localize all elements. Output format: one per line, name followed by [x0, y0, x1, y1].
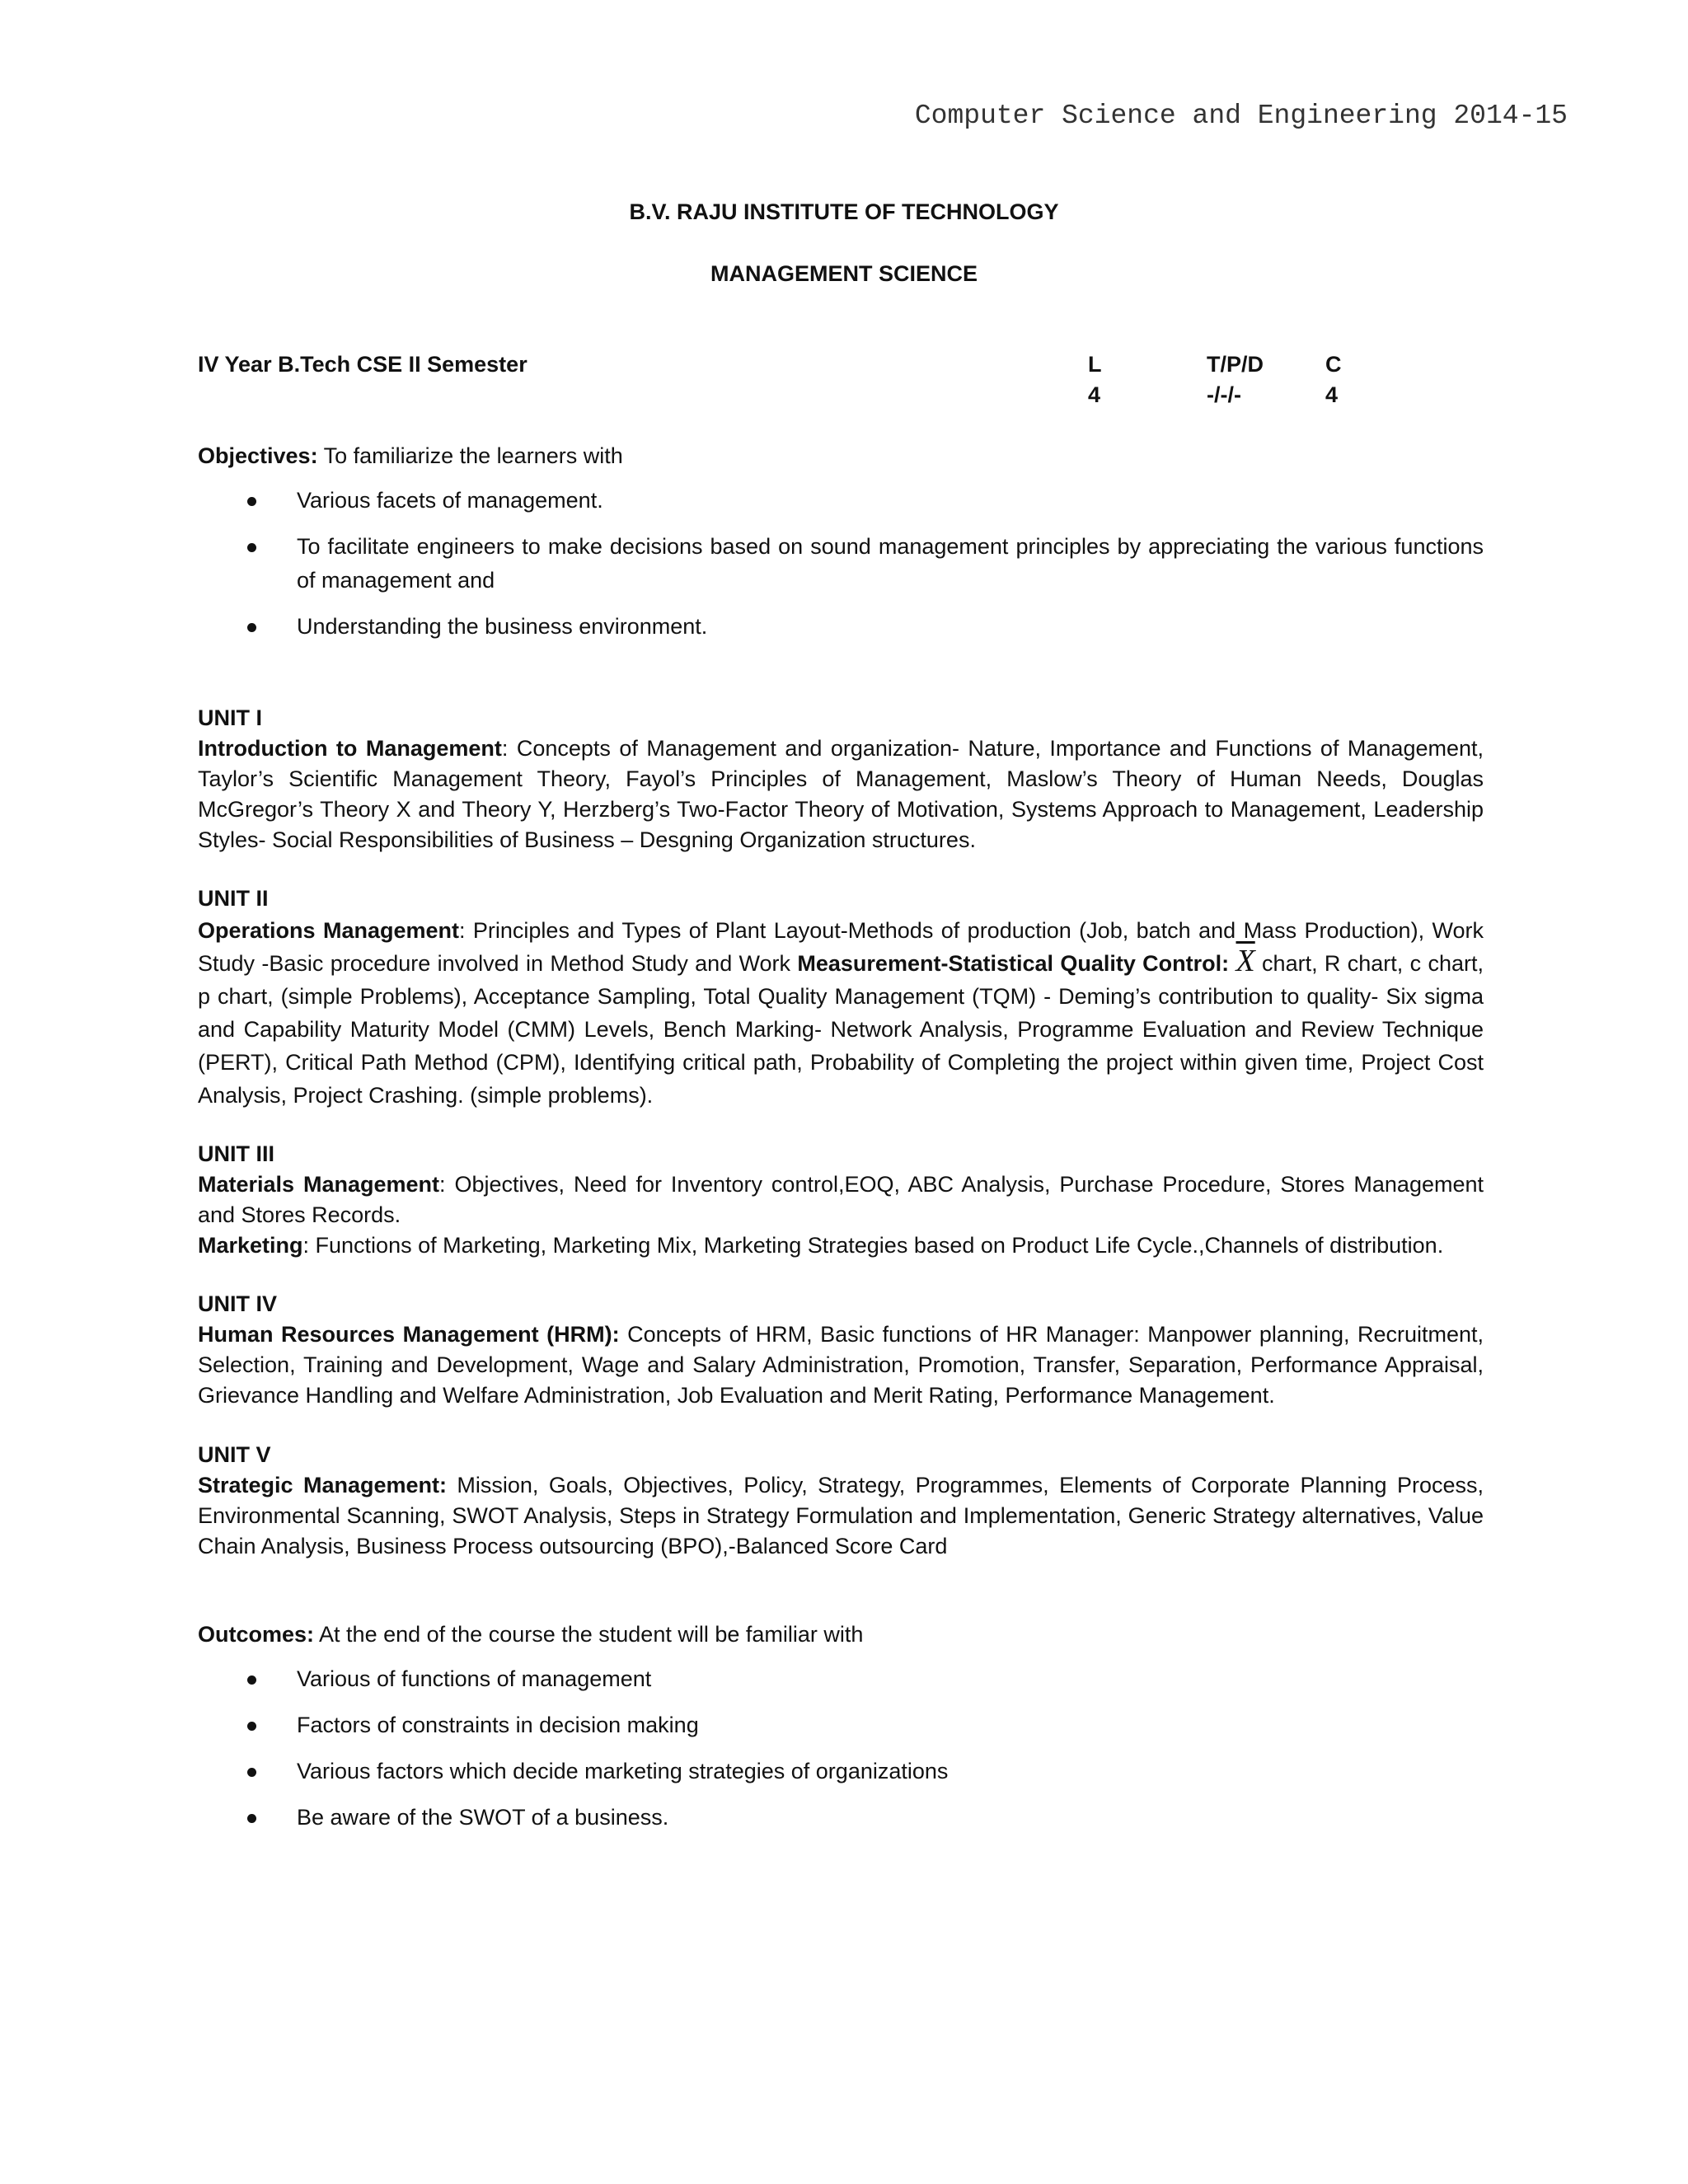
unit-body-2 — [198, 1230, 1484, 1261]
credits-c-head: C — [1325, 352, 1342, 377]
credits-tpd-value: -/-/- — [1207, 382, 1241, 407]
list-item-text: Understanding the business environment. — [297, 614, 708, 639]
outcomes-label: Outcomes: — [198, 1622, 315, 1647]
bullet-icon — [247, 1768, 256, 1777]
unit-heading-2: Marketing — [198, 1233, 303, 1258]
list-item-text: Various of functions of management — [297, 1666, 652, 1691]
unit-heading: Operations Management — [198, 918, 459, 943]
unit-title: UNIT IV — [198, 1291, 278, 1316]
unit-text-continued: chart, R chart, c chart, p chart, (simple Problems), Acceptance Sampling, Total Quality Management (TQM) - Deming’s contribution to quality- Six sigma and Capability Maturity Model (CMM) Levels, Bench Marking- Network Analysis, Programme Evaluation and Review Technique (PERT), Critical Path Method (CPM), Identifying critical path, Probability of Completing the project within given time, Project Cost Analysis, Project Crashing. (simple problems). — [198, 951, 1484, 1108]
list-item — [297, 1662, 1484, 1696]
unit-text: : Principles and Types of Plant Layout-Methods of production (Job, batch and Mass Production), Work Study -Basic procedure involved in Method Study and Work — [198, 918, 1484, 976]
objectives-label: Objectives: — [198, 443, 318, 468]
unit-title: UNIT V — [198, 1442, 271, 1467]
unit-title: UNIT II — [198, 886, 269, 911]
objectives-list — [198, 484, 1484, 644]
list-item-text: To facilitate engineers to make decisions based on sound management principles by appreciating the various functions of management and — [297, 534, 1484, 593]
list-item — [297, 1801, 1484, 1835]
objectives-intro-text: To familiarize the learners with — [317, 443, 623, 468]
bullet-icon — [247, 623, 256, 632]
unit-2-section — [198, 883, 1484, 1112]
bullet-icon — [247, 1722, 256, 1731]
objectives-section — [198, 441, 1484, 656]
credits-tpd-head: T/P/D — [1207, 352, 1264, 377]
credits-c-value: 4 — [1325, 382, 1339, 407]
objectives-intro — [198, 441, 1484, 471]
unit-body — [198, 1319, 1484, 1411]
unit-text: : Objectives, Need for Inventory control,EOQ, ABC Analysis, Purchase Procedure, Stores Management and Stores Records. — [198, 1172, 1484, 1227]
bullet-icon — [247, 543, 256, 552]
list-item-text: Factors of constraints in decision making — [297, 1713, 699, 1737]
bullet-icon — [247, 1814, 256, 1823]
unit-1-section — [198, 703, 1484, 855]
outcomes-list — [198, 1662, 1484, 1835]
credits-l-head: L — [1088, 352, 1102, 377]
semester-row — [198, 352, 1352, 418]
unit-body — [198, 1169, 1484, 1230]
list-item — [297, 610, 1484, 644]
credits-l-value: 4 — [1088, 382, 1101, 407]
unit-title: UNIT I — [198, 705, 262, 730]
list-item-text: Various facets of management. — [297, 488, 603, 513]
institute-title: B.V. RAJU INSTITUTE OF TECHNOLOGY — [629, 199, 1059, 224]
unit-text: Concepts of HRM, Basic functions of HR Manager: Manpower planning, Recruitment, Selection, Training and Development, Wage and Salary Administration, Promotion, Transfer, Separation, Performance Appraisal, Grievance Handling and Welfare Administration, Job Evaluation and Merit Rating, Performance Management. — [198, 1322, 1484, 1408]
course-title: MANAGEMENT SCIENCE — [710, 261, 978, 286]
unit-subheading: Measurement-Statistical Quality Control: — [797, 951, 1230, 976]
unit-text-2: : Functions of Marketing, Marketing Mix, Marketing Strategies based on Product Life Cycle.,Channels of distribution. — [302, 1233, 1444, 1258]
outcomes-intro-text: At the end of the course the student will be familiar with — [314, 1622, 864, 1647]
credits-table — [1088, 352, 1358, 413]
unit-heading: Human Resources Management (HRM): — [198, 1322, 620, 1347]
list-item-text: Be aware of the SWOT of a business. — [297, 1805, 669, 1830]
unit-heading: Strategic Management: — [198, 1473, 447, 1497]
list-item — [297, 1708, 1484, 1742]
unit-body — [198, 914, 1484, 1112]
unit-body — [198, 733, 1484, 855]
list-item — [297, 484, 1484, 518]
unit-4-section — [198, 1289, 1484, 1411]
x-bar-symbol: $\overline{X}$ — [1236, 944, 1255, 978]
list-item — [297, 1755, 1484, 1788]
outcomes-section — [198, 1619, 1484, 1847]
unit-title: UNIT III — [198, 1141, 274, 1166]
unit-heading: Materials Management — [198, 1172, 440, 1197]
department-header: Computer Science and Engineering 2014-15 — [914, 101, 1568, 131]
bullet-icon — [247, 1675, 256, 1685]
bullet-icon — [247, 497, 256, 506]
list-item — [297, 530, 1484, 598]
unit-3-section — [198, 1139, 1484, 1261]
semester-label: IV Year B.Tech CSE II Semester — [198, 352, 528, 377]
unit-body — [198, 1470, 1484, 1562]
list-item-text: Various factors which decide marketing strategies of organizations — [297, 1759, 949, 1783]
unit-5-section — [198, 1440, 1484, 1562]
unit-heading: Introduction to Management — [198, 736, 502, 761]
outcomes-intro — [198, 1619, 1484, 1650]
unit-text: : Concepts of Management and organization- Nature, Importance and Functions of Management, Taylor’s Scientific Management Theory, Fayol’s Principles of Management, Maslow’s Theory of Human Needs, Douglas McGregor’s Theory X and Theory Y, Herzberg’s Two-Factor Theory of Motivation, Systems Approach to Management, Leadership Styles- Social Responsibilities of Business – Desgning Organization structures. — [198, 736, 1484, 852]
unit-text: Mission, Goals, Objectives, Policy, Strategy, Programmes, Elements of Corporate Planning Process, Environmental Scanning, SWOT Analysis, Steps in Strategy Formulation and Implementation, Generic Strategy alternatives, Value Chain Analysis, Business Process outsourcing (BPO),-Balanced Score Card — [198, 1473, 1484, 1558]
